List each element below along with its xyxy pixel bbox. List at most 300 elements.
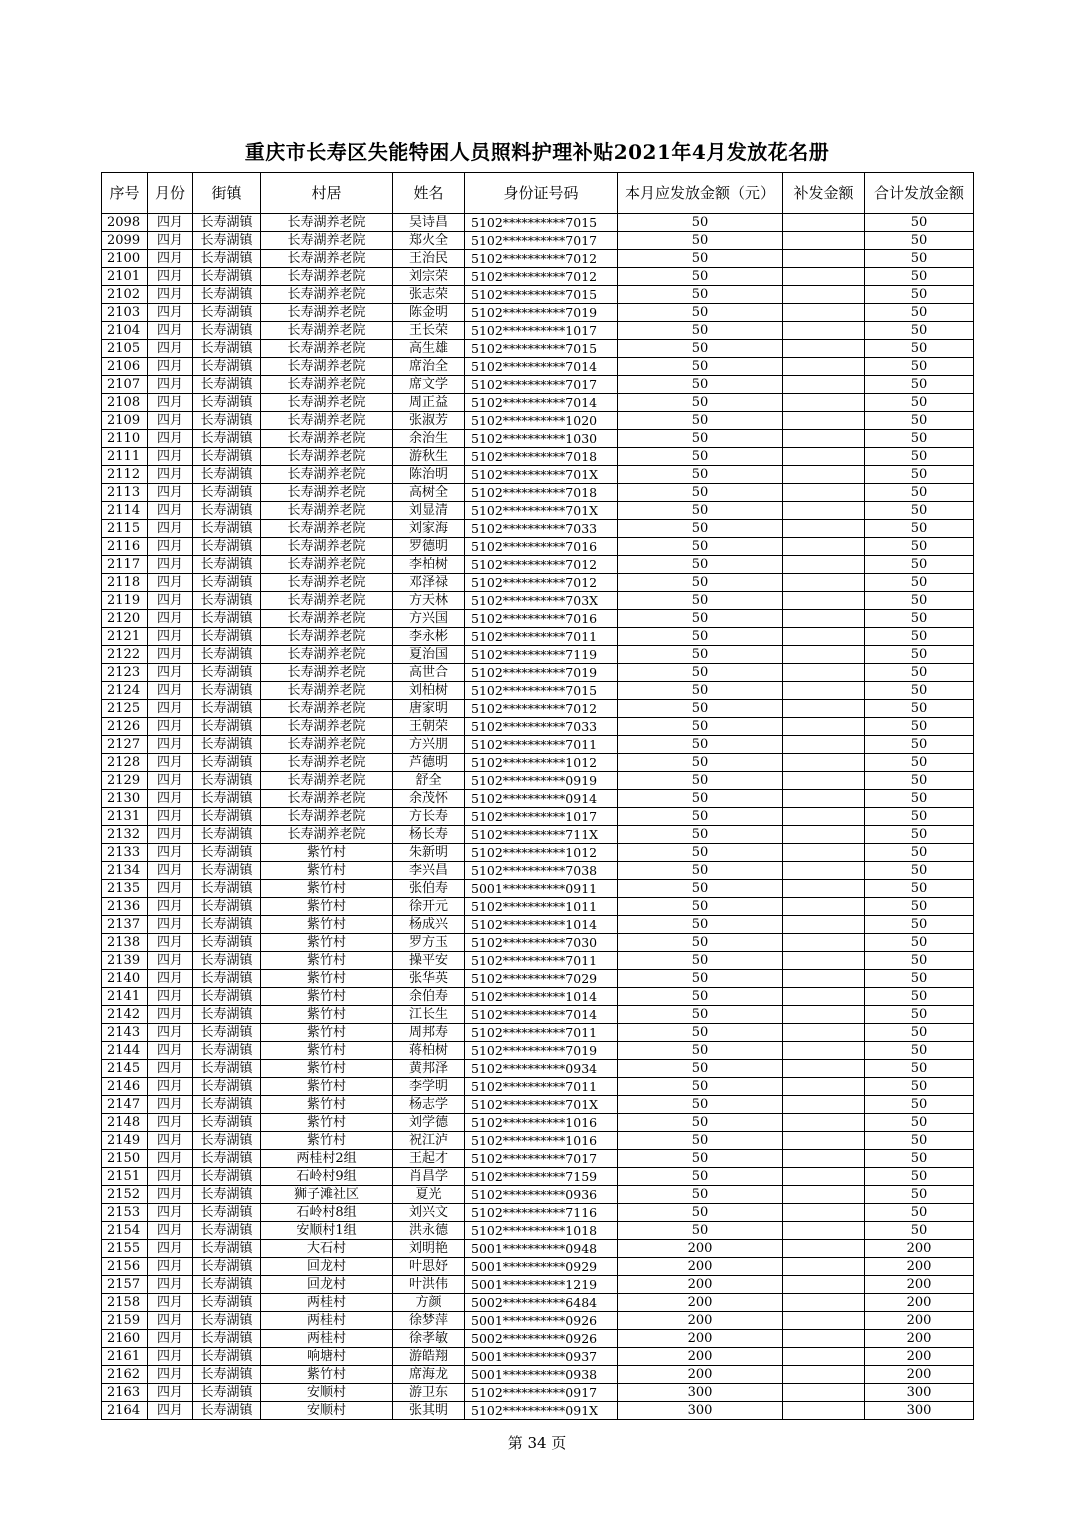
cell-town: 长寿湖镇 — [193, 1024, 261, 1042]
cell-total: 50 — [865, 682, 974, 700]
cell-amount-due: 50 — [618, 430, 783, 448]
roster-table — [101, 172, 974, 1420]
cell-supplement — [783, 304, 865, 322]
cell-town: 长寿湖镇 — [193, 772, 261, 790]
cell-person-name: 方兴国 — [393, 610, 465, 628]
cell-town: 长寿湖镇 — [193, 232, 261, 250]
table-row — [102, 304, 974, 322]
cell-seq: 2138 — [102, 934, 148, 952]
cell-amount-due: 50 — [618, 754, 783, 772]
table-row — [102, 358, 974, 376]
cell-seq: 2134 — [102, 862, 148, 880]
cell-town: 长寿湖镇 — [193, 1042, 261, 1060]
table-row — [102, 1168, 974, 1186]
cell-person-name: 高世合 — [393, 664, 465, 682]
cell-id-number: 5102**********7017 — [465, 1150, 618, 1168]
cell-total: 50 — [865, 376, 974, 394]
cell-supplement — [783, 538, 865, 556]
cell-supplement — [783, 844, 865, 862]
cell-person-name: 王起才 — [393, 1150, 465, 1168]
cell-supplement — [783, 772, 865, 790]
cell-supplement — [783, 682, 865, 700]
cell-amount-due: 200 — [618, 1276, 783, 1294]
cell-supplement — [783, 592, 865, 610]
cell-town: 长寿湖镇 — [193, 1366, 261, 1384]
header-supplement: 补发金额 — [783, 173, 865, 214]
cell-village: 长寿湖养老院 — [261, 322, 393, 340]
cell-seq: 2109 — [102, 412, 148, 430]
cell-town: 长寿湖镇 — [193, 1402, 261, 1420]
table-row — [102, 1348, 974, 1366]
cell-amount-due: 50 — [618, 628, 783, 646]
cell-total: 50 — [865, 610, 974, 628]
cell-village: 长寿湖养老院 — [261, 556, 393, 574]
cell-person-name: 高树全 — [393, 484, 465, 502]
cell-village: 长寿湖养老院 — [261, 340, 393, 358]
cell-person-name: 方天林 — [393, 592, 465, 610]
cell-seq: 2148 — [102, 1114, 148, 1132]
cell-amount-due: 50 — [618, 1114, 783, 1132]
cell-total: 50 — [865, 628, 974, 646]
cell-supplement — [783, 952, 865, 970]
table-row — [102, 790, 974, 808]
cell-town: 长寿湖镇 — [193, 826, 261, 844]
cell-seq: 2125 — [102, 700, 148, 718]
cell-seq: 2131 — [102, 808, 148, 826]
cell-month: 四月 — [148, 466, 193, 484]
table-row — [102, 988, 974, 1006]
cell-seq: 2100 — [102, 250, 148, 268]
cell-seq: 2149 — [102, 1132, 148, 1150]
cell-village: 紫竹村 — [261, 1060, 393, 1078]
cell-village: 安顺村1组 — [261, 1222, 393, 1240]
cell-village: 长寿湖养老院 — [261, 484, 393, 502]
cell-town: 长寿湖镇 — [193, 502, 261, 520]
cell-seq: 2124 — [102, 682, 148, 700]
table-row — [102, 1240, 974, 1258]
cell-town: 长寿湖镇 — [193, 988, 261, 1006]
header-town: 街镇 — [193, 173, 261, 214]
cell-supplement — [783, 790, 865, 808]
cell-total: 50 — [865, 844, 974, 862]
cell-seq: 2144 — [102, 1042, 148, 1060]
cell-month: 四月 — [148, 970, 193, 988]
cell-village: 紫竹村 — [261, 1078, 393, 1096]
cell-person-name: 祝江泸 — [393, 1132, 465, 1150]
cell-month: 四月 — [148, 844, 193, 862]
cell-seq: 2161 — [102, 1348, 148, 1366]
cell-village: 长寿湖养老院 — [261, 430, 393, 448]
cell-seq: 2137 — [102, 916, 148, 934]
cell-seq: 2157 — [102, 1276, 148, 1294]
cell-town: 长寿湖镇 — [193, 520, 261, 538]
cell-total: 50 — [865, 556, 974, 574]
cell-amount-due: 50 — [618, 934, 783, 952]
cell-amount-due: 50 — [618, 880, 783, 898]
cell-supplement — [783, 1366, 865, 1384]
table-row — [102, 412, 974, 430]
table-row — [102, 970, 974, 988]
cell-person-name: 方兴朋 — [393, 736, 465, 754]
cell-month: 四月 — [148, 1276, 193, 1294]
cell-town: 长寿湖镇 — [193, 736, 261, 754]
cell-person-name: 夏治国 — [393, 646, 465, 664]
cell-amount-due: 50 — [618, 592, 783, 610]
cell-village: 长寿湖养老院 — [261, 520, 393, 538]
cell-village: 长寿湖养老院 — [261, 538, 393, 556]
cell-town: 长寿湖镇 — [193, 592, 261, 610]
cell-id-number: 5102**********0914 — [465, 790, 618, 808]
cell-month: 四月 — [148, 610, 193, 628]
table-row — [102, 448, 974, 466]
cell-supplement — [783, 646, 865, 664]
cell-seq: 2105 — [102, 340, 148, 358]
cell-seq: 2155 — [102, 1240, 148, 1258]
cell-seq: 2160 — [102, 1330, 148, 1348]
cell-town: 长寿湖镇 — [193, 1330, 261, 1348]
cell-amount-due: 50 — [618, 898, 783, 916]
cell-id-number: 5102**********7016 — [465, 610, 618, 628]
cell-town: 长寿湖镇 — [193, 556, 261, 574]
cell-village: 长寿湖养老院 — [261, 682, 393, 700]
table-row — [102, 592, 974, 610]
cell-village: 长寿湖养老院 — [261, 304, 393, 322]
cell-total: 50 — [865, 988, 974, 1006]
cell-id-number: 5102**********7014 — [465, 1006, 618, 1024]
cell-supplement — [783, 1186, 865, 1204]
table-row — [102, 1186, 974, 1204]
cell-village: 长寿湖养老院 — [261, 214, 393, 232]
cell-town: 长寿湖镇 — [193, 1312, 261, 1330]
cell-town: 长寿湖镇 — [193, 610, 261, 628]
cell-amount-due: 50 — [618, 232, 783, 250]
cell-amount-due: 50 — [618, 988, 783, 1006]
cell-person-name: 余治生 — [393, 430, 465, 448]
cell-month: 四月 — [148, 1384, 193, 1402]
table-row — [102, 574, 974, 592]
cell-town: 长寿湖镇 — [193, 682, 261, 700]
cell-seq: 2114 — [102, 502, 148, 520]
cell-month: 四月 — [148, 700, 193, 718]
cell-village: 长寿湖养老院 — [261, 826, 393, 844]
cell-seq: 2133 — [102, 844, 148, 862]
cell-person-name: 李永彬 — [393, 628, 465, 646]
cell-amount-due: 50 — [618, 736, 783, 754]
cell-amount-due: 50 — [618, 1168, 783, 1186]
cell-seq: 2116 — [102, 538, 148, 556]
cell-month: 四月 — [148, 412, 193, 430]
cell-total: 50 — [865, 970, 974, 988]
cell-person-name: 游秋生 — [393, 448, 465, 466]
cell-id-number: 5102**********7012 — [465, 556, 618, 574]
cell-person-name: 张华英 — [393, 970, 465, 988]
cell-total: 50 — [865, 412, 974, 430]
cell-total: 50 — [865, 952, 974, 970]
cell-month: 四月 — [148, 448, 193, 466]
cell-month: 四月 — [148, 1312, 193, 1330]
cell-town: 长寿湖镇 — [193, 1006, 261, 1024]
cell-total: 50 — [865, 1042, 974, 1060]
cell-seq: 2151 — [102, 1168, 148, 1186]
cell-amount-due: 50 — [618, 1222, 783, 1240]
cell-person-name: 朱新明 — [393, 844, 465, 862]
cell-seq: 2103 — [102, 304, 148, 322]
cell-person-name: 徐梦萍 — [393, 1312, 465, 1330]
table-row — [102, 628, 974, 646]
cell-month: 四月 — [148, 1366, 193, 1384]
cell-village: 长寿湖养老院 — [261, 466, 393, 484]
cell-total: 200 — [865, 1240, 974, 1258]
cell-month: 四月 — [148, 754, 193, 772]
cell-amount-due: 50 — [618, 286, 783, 304]
cell-town: 长寿湖镇 — [193, 286, 261, 304]
cell-month: 四月 — [148, 502, 193, 520]
cell-total: 50 — [865, 718, 974, 736]
cell-amount-due: 50 — [618, 466, 783, 484]
cell-total: 50 — [865, 322, 974, 340]
cell-month: 四月 — [148, 862, 193, 880]
cell-month: 四月 — [148, 718, 193, 736]
cell-month: 四月 — [148, 1096, 193, 1114]
cell-town: 长寿湖镇 — [193, 1294, 261, 1312]
cell-supplement — [783, 430, 865, 448]
cell-supplement — [783, 1348, 865, 1366]
table-row — [102, 1330, 974, 1348]
table-row — [102, 214, 974, 232]
cell-supplement — [783, 718, 865, 736]
cell-id-number: 5001**********0926 — [465, 1312, 618, 1330]
cell-supplement — [783, 376, 865, 394]
table-row — [102, 1114, 974, 1132]
cell-seq: 2119 — [102, 592, 148, 610]
cell-amount-due: 50 — [618, 1150, 783, 1168]
cell-seq: 2106 — [102, 358, 148, 376]
cell-seq: 2152 — [102, 1186, 148, 1204]
table-row — [102, 286, 974, 304]
cell-total: 50 — [865, 250, 974, 268]
cell-seq: 2128 — [102, 754, 148, 772]
cell-month: 四月 — [148, 556, 193, 574]
table-row — [102, 610, 974, 628]
table-row — [102, 1150, 974, 1168]
cell-amount-due: 50 — [618, 574, 783, 592]
cell-person-name: 吴诗昌 — [393, 214, 465, 232]
header-name: 姓名 — [393, 173, 465, 214]
cell-person-name: 方颜 — [393, 1294, 465, 1312]
cell-village: 响塘村 — [261, 1348, 393, 1366]
cell-id-number: 5102**********0936 — [465, 1186, 618, 1204]
cell-seq: 2111 — [102, 448, 148, 466]
cell-seq: 2129 — [102, 772, 148, 790]
cell-village: 长寿湖养老院 — [261, 664, 393, 682]
cell-village: 紫竹村 — [261, 916, 393, 934]
cell-supplement — [783, 556, 865, 574]
table-body — [102, 214, 974, 1420]
cell-id-number: 5102**********1017 — [465, 322, 618, 340]
cell-amount-due: 50 — [618, 1096, 783, 1114]
cell-seq: 2122 — [102, 646, 148, 664]
cell-total: 50 — [865, 700, 974, 718]
cell-month: 四月 — [148, 592, 193, 610]
cell-month: 四月 — [148, 682, 193, 700]
cell-amount-due: 50 — [618, 916, 783, 934]
cell-supplement — [783, 448, 865, 466]
cell-amount-due: 50 — [618, 250, 783, 268]
cell-total: 50 — [865, 574, 974, 592]
cell-village: 长寿湖养老院 — [261, 718, 393, 736]
cell-amount-due: 50 — [618, 448, 783, 466]
cell-total: 50 — [865, 826, 974, 844]
cell-id-number: 5102**********701X — [465, 1096, 618, 1114]
cell-village: 长寿湖养老院 — [261, 502, 393, 520]
cell-amount-due: 50 — [618, 808, 783, 826]
table-row — [102, 700, 974, 718]
cell-amount-due: 50 — [618, 1204, 783, 1222]
cell-town: 长寿湖镇 — [193, 358, 261, 376]
cell-id-number: 5001**********0938 — [465, 1366, 618, 1384]
cell-amount-due: 50 — [618, 664, 783, 682]
cell-village: 紫竹村 — [261, 934, 393, 952]
cell-seq: 2164 — [102, 1402, 148, 1420]
cell-total: 50 — [865, 448, 974, 466]
cell-seq: 2107 — [102, 376, 148, 394]
cell-town: 长寿湖镇 — [193, 1204, 261, 1222]
cell-village: 两桂村 — [261, 1330, 393, 1348]
cell-id-number: 5102**********7011 — [465, 1024, 618, 1042]
cell-total: 50 — [865, 880, 974, 898]
cell-person-name: 洪永德 — [393, 1222, 465, 1240]
cell-total: 50 — [865, 1006, 974, 1024]
cell-village: 紫竹村 — [261, 1096, 393, 1114]
cell-total: 50 — [865, 934, 974, 952]
cell-id-number: 5001**********1219 — [465, 1276, 618, 1294]
cell-month: 四月 — [148, 250, 193, 268]
table-row — [102, 466, 974, 484]
cell-supplement — [783, 1150, 865, 1168]
cell-town: 长寿湖镇 — [193, 1186, 261, 1204]
cell-total: 50 — [865, 466, 974, 484]
cell-person-name: 张淑芳 — [393, 412, 465, 430]
cell-id-number: 5102**********1014 — [465, 916, 618, 934]
cell-seq: 2136 — [102, 898, 148, 916]
cell-seq: 2135 — [102, 880, 148, 898]
table-row — [102, 1258, 974, 1276]
cell-supplement — [783, 1330, 865, 1348]
cell-total: 50 — [865, 286, 974, 304]
cell-month: 四月 — [148, 394, 193, 412]
cell-id-number: 5102**********091X — [465, 1402, 618, 1420]
cell-id-number: 5102**********7019 — [465, 1042, 618, 1060]
cell-town: 长寿湖镇 — [193, 646, 261, 664]
cell-id-number: 5001**********0937 — [465, 1348, 618, 1366]
cell-total: 200 — [865, 1258, 974, 1276]
cell-id-number: 5102**********1020 — [465, 412, 618, 430]
cell-supplement — [783, 1168, 865, 1186]
cell-person-name: 高生雄 — [393, 340, 465, 358]
cell-village: 狮子滩社区 — [261, 1186, 393, 1204]
cell-seq: 2126 — [102, 718, 148, 736]
cell-seq: 2145 — [102, 1060, 148, 1078]
cell-seq: 2115 — [102, 520, 148, 538]
cell-id-number: 5002**********0926 — [465, 1330, 618, 1348]
header-month: 月份 — [148, 173, 193, 214]
cell-town: 长寿湖镇 — [193, 916, 261, 934]
cell-town: 长寿湖镇 — [193, 628, 261, 646]
cell-supplement — [783, 808, 865, 826]
cell-total: 50 — [865, 1024, 974, 1042]
cell-id-number: 5102**********1017 — [465, 808, 618, 826]
cell-seq: 2142 — [102, 1006, 148, 1024]
cell-id-number: 5001**********0948 — [465, 1240, 618, 1258]
cell-person-name: 叶思妤 — [393, 1258, 465, 1276]
cell-person-name: 席海龙 — [393, 1366, 465, 1384]
cell-village: 紫竹村 — [261, 970, 393, 988]
cell-person-name: 徐开元 — [393, 898, 465, 916]
cell-person-name: 李兴昌 — [393, 862, 465, 880]
cell-amount-due: 50 — [618, 394, 783, 412]
cell-seq: 2150 — [102, 1150, 148, 1168]
cell-month: 四月 — [148, 664, 193, 682]
cell-total: 50 — [865, 646, 974, 664]
cell-total: 50 — [865, 1150, 974, 1168]
cell-seq: 2163 — [102, 1384, 148, 1402]
cell-seq: 2146 — [102, 1078, 148, 1096]
cell-village: 长寿湖养老院 — [261, 700, 393, 718]
cell-village: 安顺村 — [261, 1384, 393, 1402]
table-row — [102, 718, 974, 736]
cell-supplement — [783, 862, 865, 880]
cell-amount-due: 50 — [618, 718, 783, 736]
cell-person-name: 王治民 — [393, 250, 465, 268]
cell-id-number: 5102**********1016 — [465, 1114, 618, 1132]
cell-total: 200 — [865, 1366, 974, 1384]
cell-supplement — [783, 628, 865, 646]
table-row — [102, 772, 974, 790]
cell-person-name: 王长荣 — [393, 322, 465, 340]
cell-id-number: 5102**********7029 — [465, 970, 618, 988]
cell-person-name: 李学明 — [393, 1078, 465, 1096]
cell-amount-due: 50 — [618, 304, 783, 322]
cell-town: 长寿湖镇 — [193, 1348, 261, 1366]
cell-town: 长寿湖镇 — [193, 340, 261, 358]
cell-total: 50 — [865, 268, 974, 286]
cell-amount-due: 50 — [618, 862, 783, 880]
cell-month: 四月 — [148, 1132, 193, 1150]
cell-person-name: 周邦寿 — [393, 1024, 465, 1042]
cell-supplement — [783, 1384, 865, 1402]
cell-id-number: 5102**********7012 — [465, 250, 618, 268]
table-row — [102, 538, 974, 556]
cell-month: 四月 — [148, 1330, 193, 1348]
cell-supplement — [783, 250, 865, 268]
cell-person-name: 叶洪伟 — [393, 1276, 465, 1294]
cell-supplement — [783, 1402, 865, 1420]
cell-supplement — [783, 1132, 865, 1150]
cell-month: 四月 — [148, 880, 193, 898]
cell-id-number: 5102**********1012 — [465, 754, 618, 772]
cell-village: 紫竹村 — [261, 952, 393, 970]
cell-seq: 2130 — [102, 790, 148, 808]
cell-id-number: 5102**********701X — [465, 502, 618, 520]
cell-month: 四月 — [148, 1294, 193, 1312]
cell-amount-due: 50 — [618, 502, 783, 520]
cell-total: 50 — [865, 1096, 974, 1114]
table-row — [102, 556, 974, 574]
cell-id-number: 5102**********1016 — [465, 1132, 618, 1150]
table-row — [102, 898, 974, 916]
cell-town: 长寿湖镇 — [193, 754, 261, 772]
cell-town: 长寿湖镇 — [193, 1222, 261, 1240]
